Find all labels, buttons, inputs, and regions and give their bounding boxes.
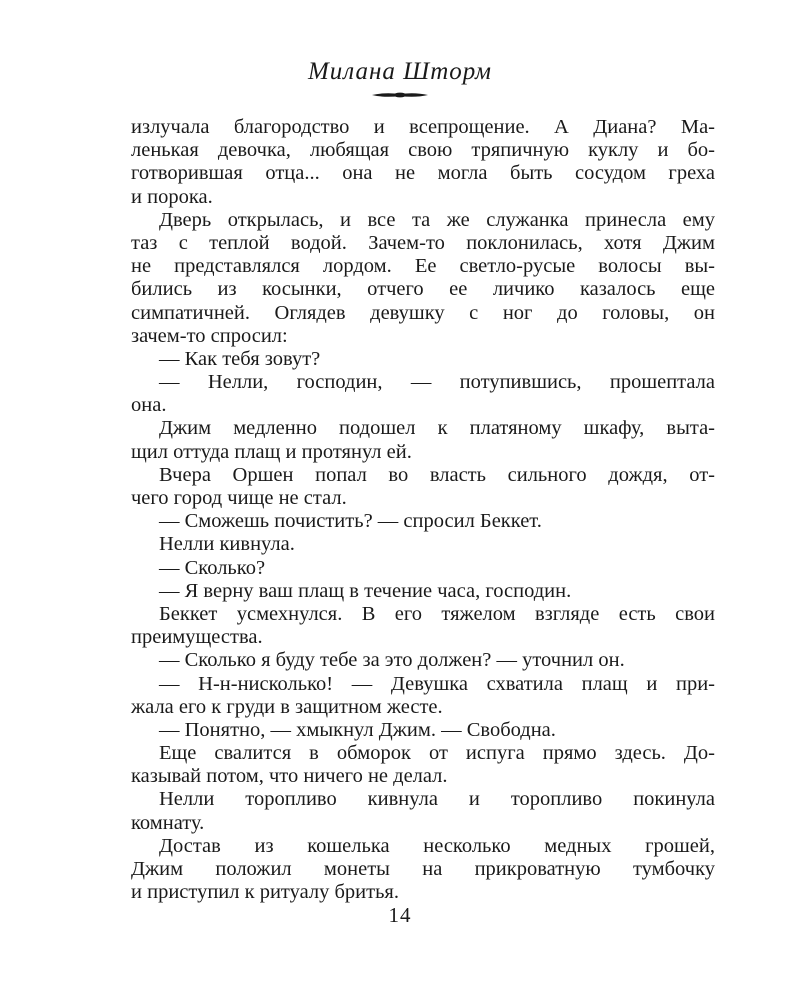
text-line: — Сможешь почистить? — спросил Беккет. [159, 510, 542, 533]
text-line: ленькая девочка, любящая свою тряпичную куклу и бо- [131, 139, 715, 162]
text-line: — Понятно, — хмыкнул Джим. — Свободна. [159, 718, 556, 741]
text-line: — Нелли, господин, — потупившись, прошептала [159, 371, 715, 394]
flourish-ornament-icon [370, 90, 430, 100]
text-line: таз с теплой водой. Зачем-то поклонилась, хотя Джим [131, 231, 715, 254]
text-line: щил оттуда плащ и протянул ей. [131, 440, 412, 463]
text-line: комнату. [131, 811, 205, 834]
text-line: Дверь открылась, и все та же служанка принесла ему [159, 208, 715, 231]
text-line: Нелли кивнула. [159, 533, 295, 556]
text-line: она. [131, 394, 167, 417]
text-line: не представлялся лордом. Ее светло-русые волосы вы- [131, 255, 715, 278]
text-line: Беккет усмехнулся. В его тяжелом взгляде есть свои [159, 602, 715, 625]
text-line: и приступил к ритуалу бритья. [131, 881, 399, 904]
text-line: готворившая отца... она не могла быть сосудом греха [131, 162, 715, 185]
text-line: Джим медленно подошел к платяному шкафу, выта- [159, 417, 715, 440]
text-line: жала его к груди в защитном жесте. [131, 695, 443, 718]
text-line: чего город чище не стал. [131, 487, 347, 509]
page-number: 14 [388, 903, 412, 927]
text-line: бились из косынки, отчего ее личико казалось еще [131, 278, 715, 301]
running-header [0, 58, 800, 100]
text-line: Еще свалится в обморок от испуга прямо здесь. До- [159, 742, 715, 765]
text-line: Нелли торопливо кивнула и торопливо покинула [159, 788, 715, 811]
text-line: — Я верну ваш плащ в течение часа, господин. [159, 579, 572, 602]
text-line: преимущества. [131, 626, 263, 649]
page-body-text [131, 116, 715, 904]
text-line: — Как тебя зовут? [159, 347, 321, 370]
text-line: Вчера Оршен попал во власть сильного дождя, от- [159, 463, 715, 486]
author-name: Милана Шторм [307, 58, 493, 85]
text-line: излучала благородство и всепрощение. А Диана? Ма- [131, 116, 715, 138]
text-line: зачем-то спросил: [131, 324, 288, 347]
text-line: Джим положил монеты на прикроватную тумбочку [131, 858, 715, 880]
text-line: — Сколько? [159, 556, 266, 579]
text-line: Достав из кошелька несколько медных грошей, [159, 834, 715, 857]
text-line: казывай потом, что ничего не делал. [131, 765, 448, 788]
text-line: и порока. [131, 185, 213, 208]
text-line: — Н-н-нисколько! — Девушка схватила плащ и при- [159, 672, 715, 695]
text-line: — Сколько я буду тебе за это должен? — уточнил он. [159, 649, 625, 672]
text-line: симпатичней. Оглядев девушку с ног до головы, он [131, 301, 715, 324]
